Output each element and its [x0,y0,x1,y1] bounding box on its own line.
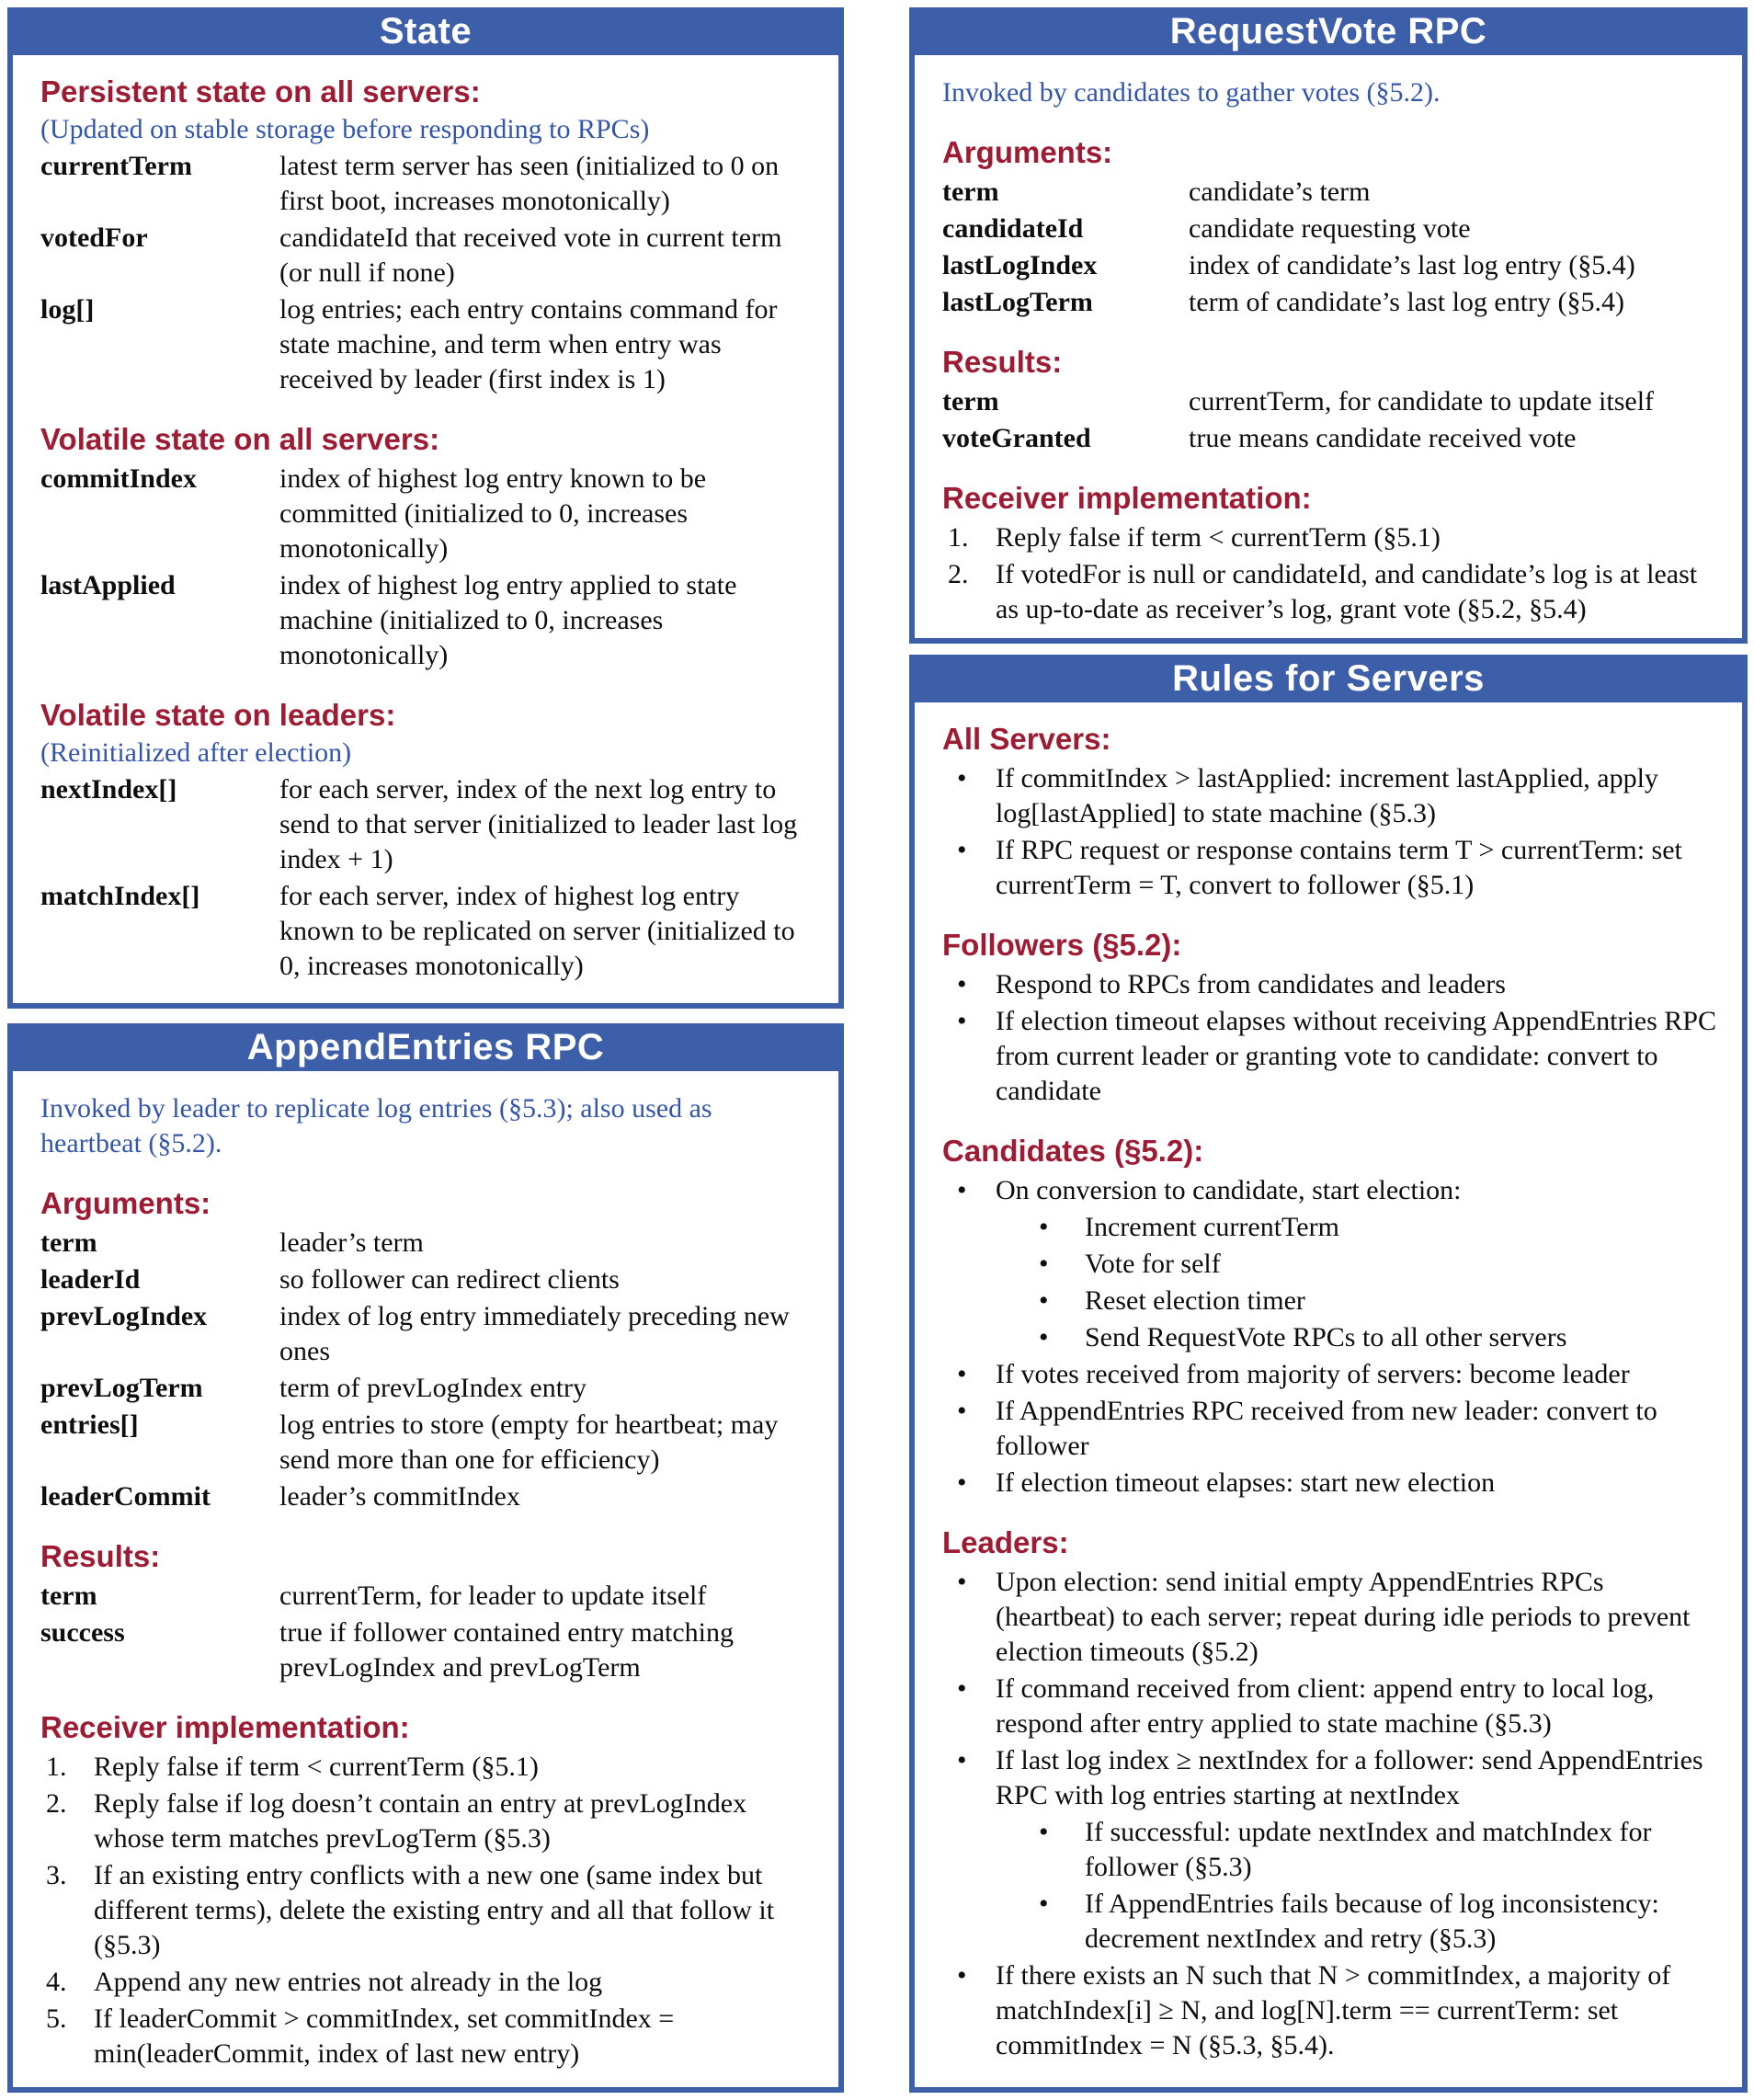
bullet-item [942,761,1718,831]
term-desc: index of highest log entry applied to state machine (initialized to 0, increases monotonically) [279,570,737,670]
step-number: 4. [46,1967,67,1997]
bullet-item [942,833,1718,903]
step-number: 2. [948,559,969,589]
panel-requestvote-rpc [909,7,1748,644]
term-desc: for each server, index of highest log entry known to be replicated on server (initialized to 0, increases monotonically) [279,881,795,981]
section-heading: Results: [942,345,1063,379]
bullet-text: If AppendEntries RPC received from new leader: convert to follower [996,1396,1657,1461]
sub-bullet-item: • Send RequestVote RPCs to all other servers [996,1320,1718,1355]
term-desc: log entries to store (empty for heartbeat; may send more than one for efficiency) [279,1410,779,1475]
term-desc: leader’s term [279,1227,424,1258]
term-row [40,772,814,877]
term-name: term [40,1581,97,1611]
step-number: 3. [46,1860,67,1890]
section-note: (Reinitialized after election) [40,737,352,768]
sub-bullet-item: • Increment currentTerm [996,1210,1718,1245]
bullet-text: If there exists an N such that N > commitIndex, a majority of matchIndex[i] ≥ N, and log[N].term == currentTerm: set commitIndex = N (§5.3, §5.4). [996,1960,1671,2060]
panel-intro: Invoked by candidates to gather votes (§5.2). [942,77,1441,108]
term-name: lastLogTerm [942,287,1093,317]
term-name: candidateId [942,213,1084,244]
sub-bullet-item: • Vote for self [996,1247,1718,1282]
section-heading: All Servers: [942,722,1111,756]
section-heading: Arguments: [40,1186,211,1220]
bullet-text: If election timeout elapses without receiving AppendEntries RPC from current leader or granting vote to candidate: convert to candidate [996,1006,1716,1106]
panel-appendentries-header [7,1023,844,1071]
step-number: 2. [46,1788,67,1819]
step-text: If an existing entry conflicts with a new one (same index but different terms), delete the existing entry and all that follow it (§5.3) [94,1860,775,1960]
term-desc: so follower can redirect clients [279,1264,620,1295]
sub-bullet-item: • If successful: update nextIndex and matchIndex for follower (§5.3) [996,1815,1718,1885]
bullet-item [942,1565,1718,1670]
group-followers [942,925,1718,1109]
term-name: term [942,177,999,207]
term-name: leaderId [40,1264,141,1295]
panel-title: State [379,10,473,51]
bullet-text: If command received from client: append entry to local log, respond after entry applied to state machine (§5.3) [996,1673,1655,1739]
term-name: lastLogIndex [942,250,1098,280]
term-desc: candidateId that received vote in current term (or null if none) [279,223,782,288]
term-desc: currentTerm, for leader to update itself [279,1581,707,1611]
panel-requestvote-body [909,55,1748,644]
bullet-text: If votes received from majority of servers: become leader [996,1359,1630,1389]
term-row [40,149,814,219]
bullet-text: On conversion to candidate, start election: [996,1175,1462,1205]
section-heading: Leaders: [942,1525,1069,1559]
panel-rules-header [909,655,1748,702]
section-note: (Updated on stable storage before responding to RPCs) [40,114,650,144]
numbered-step [40,2002,814,2071]
term-name: leaderCommit [40,1481,211,1512]
bullet-item [942,1958,1718,2063]
panel-state-body [7,55,844,1009]
numbered-step [40,1965,814,2000]
panel-title: AppendEntries RPC [246,1026,605,1067]
bullet-text: If last log index ≥ nextIndex for a follower: send AppendEntries RPC with log entries starting at nextIndex [996,1745,1703,1810]
section-results [942,342,1718,456]
term-desc: term of candidate’s last log entry (§5.4) [1189,287,1625,317]
term-row [40,462,814,566]
term-name: success [40,1617,125,1648]
section-volatile-leaders [40,695,814,984]
group-all-servers [942,719,1718,903]
term-desc: latest term server has seen (initialized to 0 on first boot, increases monotonically) [279,151,780,216]
term-desc: log entries; each entry contains command for state machine, and term when entry was received by leader (first index is 1) [279,294,778,394]
term-desc: index of candidate’s last log entry (§5.4) [1189,250,1635,280]
term-desc: candidate requesting vote [1189,213,1471,244]
section-heading: Candidates (§5.2): [942,1134,1204,1168]
step-number: 5. [46,2003,67,2034]
term-name: prevLogIndex [40,1301,208,1331]
panel-intro: Invoked by leader to replicate log entries (§5.3); also used as heartbeat (§5.2). [40,1093,712,1158]
numbered-step [40,1858,814,1963]
term-row [40,1299,814,1369]
term-row [40,221,814,291]
term-row [40,1615,814,1685]
bullet-item [942,1394,1718,1464]
numbered-step [942,520,1718,555]
section-heading: Persistent state on all servers: [40,74,481,108]
term-row [40,1408,814,1478]
term-name: votedFor [40,223,148,253]
term-name: log[] [40,294,95,325]
numbered-step [942,557,1718,627]
step-text: Reply false if term < currentTerm (§5.1) [996,522,1441,553]
bullet-item [942,1672,1718,1741]
section-results [40,1536,814,1685]
section-heading: Volatile state on all servers: [40,422,440,456]
bullet-item [942,967,1718,1002]
term-name: nextIndex[] [40,774,177,805]
term-row [942,384,1718,419]
term-desc: currentTerm, for candidate to update itself [1189,386,1655,417]
term-row [40,1579,814,1614]
bullet-text: Respond to RPCs from candidates and leaders [996,969,1506,999]
term-desc: leader’s commitIndex [279,1481,520,1512]
term-row [40,879,814,984]
term-row [40,1371,814,1406]
term-name: commitIndex [40,463,197,494]
term-desc: term of prevLogIndex entry [279,1373,587,1403]
term-name: term [40,1227,97,1258]
term-name: prevLogTerm [40,1373,203,1403]
bullet-text: If commitIndex > lastApplied: increment lastApplied, apply log[lastApplied] to state machine (§5.3) [996,763,1658,828]
term-desc: for each server, index of the next log entry to send to that server (initialized to leader last log index + 1) [279,774,798,874]
section-heading: Receiver implementation: [942,481,1312,515]
sub-bullet-item: • If AppendEntries fails because of log inconsistency: decrement nextIndex and retry (§5.3) [996,1887,1718,1957]
bullet-text: If election timeout elapses: start new election [996,1467,1496,1498]
section-arguments [40,1183,814,1514]
step-text: Append any new entries not already in the log [94,1967,603,1997]
step-text: Reply false if log doesn’t contain an entry at prevLogIndex whose term matches prevLogTerm (§5.3) [94,1788,747,1854]
term-name: entries[] [40,1410,139,1440]
panel-title: RequestVote RPC [1169,10,1487,51]
sub-bullet-item: • Reset election timer [996,1284,1718,1318]
panel-appendentries-body [7,1071,844,2093]
bullet-text: If RPC request or response contains term T > currentTerm: set currentTerm = T, convert to follower (§5.1) [996,835,1682,900]
term-row [40,1226,814,1261]
panel-title: Rules for Servers [1172,657,1485,699]
section-heading: Followers (§5.2): [942,928,1182,962]
term-desc: index of highest log entry known to be committed (initialized to 0, increases monotonically) [279,463,707,564]
section-persistent-state [40,72,814,397]
numbered-step [40,1750,814,1785]
term-name: matchIndex[] [40,881,200,911]
panel-state [7,7,844,1009]
term-desc: true if follower contained entry matching prevLogIndex and prevLogTerm [279,1617,734,1683]
bullet-item [942,1173,1718,1355]
term-name: voteGranted [942,423,1091,453]
panel-rules-body [909,702,1748,2093]
term-row [942,211,1718,246]
step-text: If votedFor is null or candidateId, and candidate’s log is at least as up-to-date as receiver’s log, grant vote (§5.2, §5.4) [996,559,1698,624]
term-name: currentTerm [40,151,192,181]
term-row [942,248,1718,283]
bullet-text: Upon election: send initial empty AppendEntries RPCs (heartbeat) to each server; repeat during idle periods to prevent election timeouts (§5.2) [996,1567,1691,1667]
step-text: If leaderCommit > commitIndex, set commitIndex = min(leaderCommit, index of last new entry) [94,2003,675,2069]
term-desc: index of log entry immediately preceding new ones [279,1301,790,1366]
numbered-step [40,1786,814,1856]
term-row [942,421,1718,456]
bullet-item [942,1004,1718,1109]
step-text: Reply false if term < currentTerm (§5.1) [94,1752,539,1782]
term-name: lastApplied [40,570,176,600]
section-receiver-implementation [40,1707,814,2071]
term-row [40,1262,814,1297]
term-row [40,292,814,397]
panel-appendentries-rpc [7,1023,844,2093]
bullet-item [942,1357,1718,1392]
panel-rules-for-servers [909,655,1748,2093]
panel-state-header [7,7,844,55]
term-name: term [942,386,999,417]
group-candidates [942,1131,1718,1501]
term-row [942,175,1718,210]
step-number: 1. [46,1752,67,1782]
term-row [40,568,814,673]
section-receiver-implementation [942,478,1718,627]
panel-requestvote-header [909,7,1748,55]
term-desc: candidate’s term [1189,177,1371,207]
section-heading: Results: [40,1539,161,1573]
term-row [40,1479,814,1514]
bullet-item [942,1743,1718,1957]
bullet-item [942,1466,1718,1501]
section-heading: Volatile state on leaders: [40,698,396,732]
section-heading: Arguments: [942,135,1113,169]
section-heading: Receiver implementation: [40,1710,410,1744]
term-desc: true means candidate received vote [1189,423,1577,453]
term-row [942,285,1718,320]
section-volatile-all [40,419,814,673]
step-number: 1. [948,522,969,553]
group-leaders [942,1523,1718,2063]
section-arguments [942,132,1718,320]
